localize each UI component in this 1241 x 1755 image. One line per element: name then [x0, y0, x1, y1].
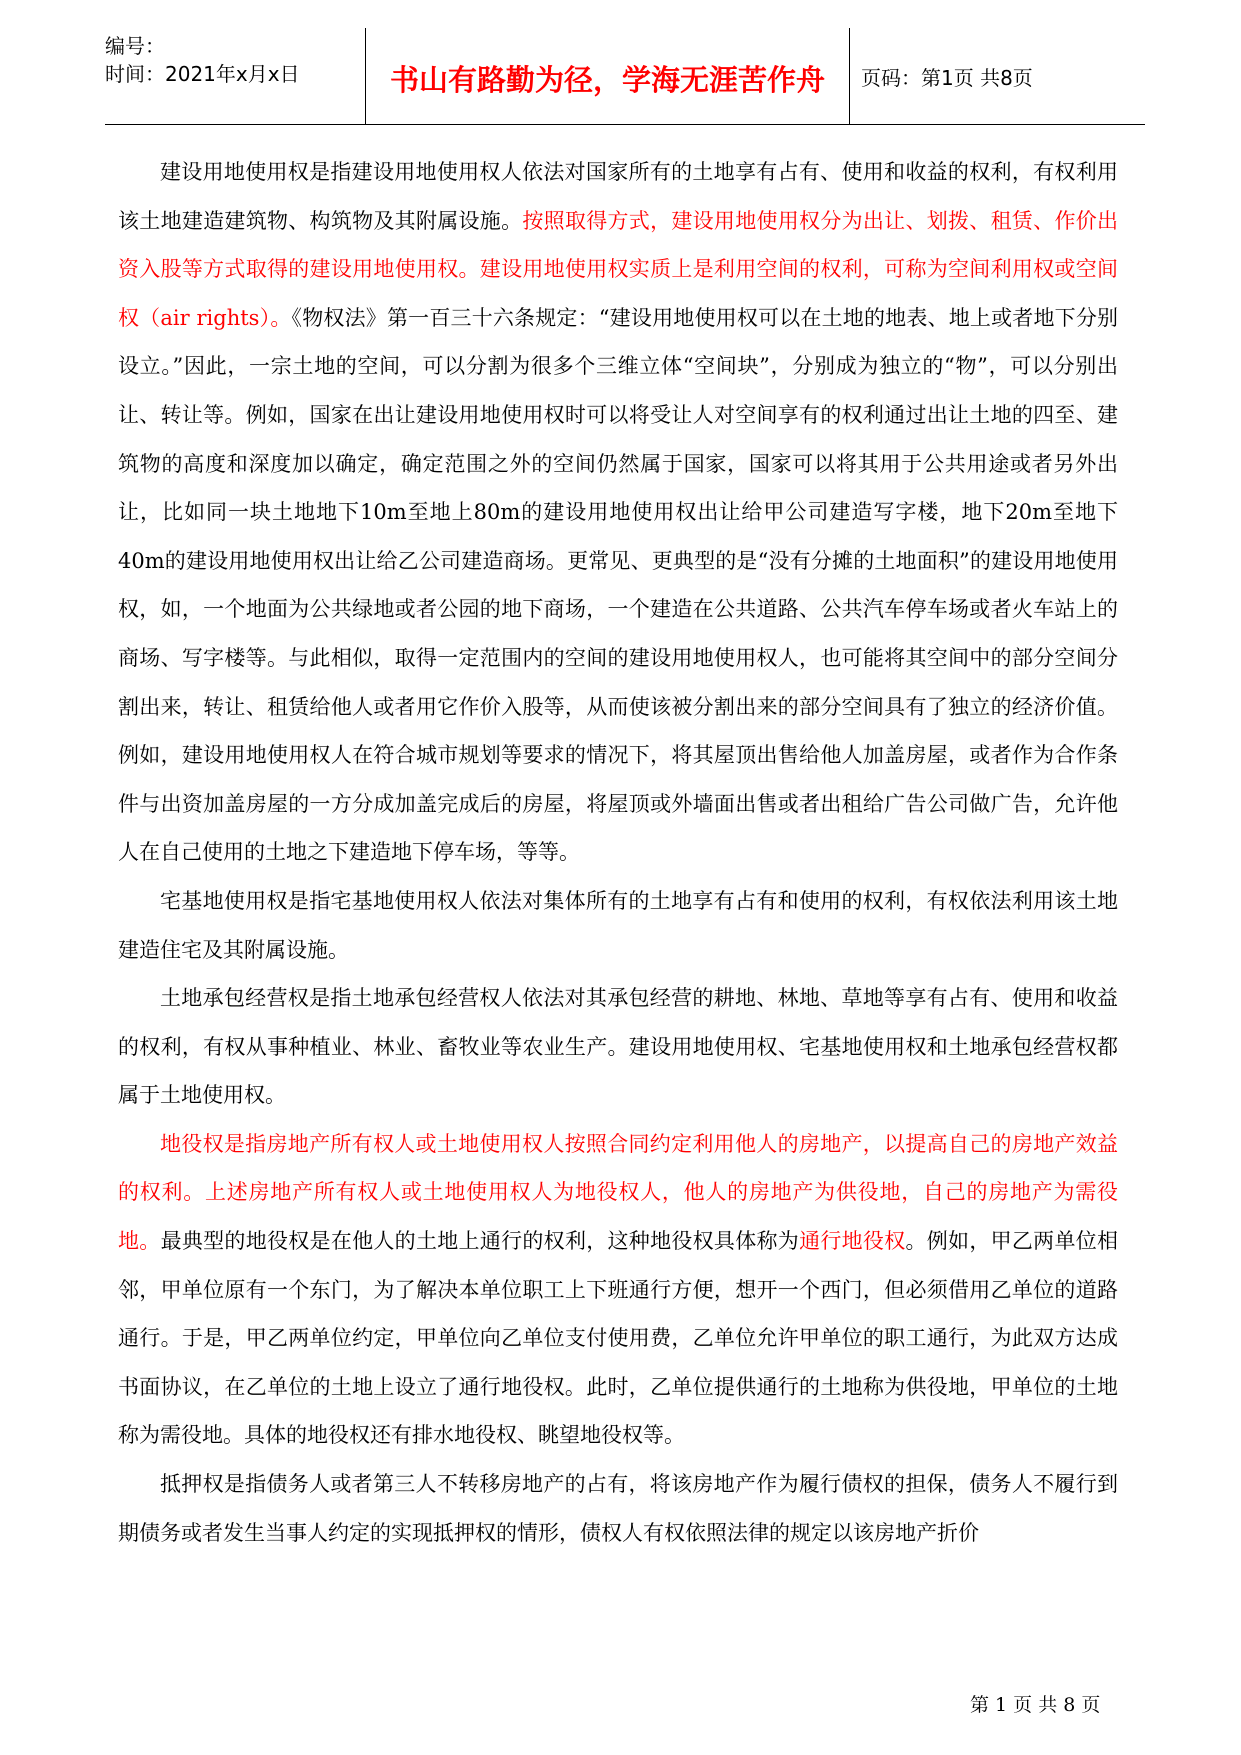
- paragraph-segment: 土地承包经营权是指土地承包经营权人依法对其承包经营的耕地、林地、草地等享有占有、使用和收益的权利，有权从事种植业、林业、畜牧业等农业生产。建设用地使用权、宅基地使用权和土地承包经营权都属于土地使用权。: [118, 986, 1118, 1108]
- document-number-label: 编号：: [105, 34, 165, 58]
- paragraph-easement: [118, 1120, 1118, 1460]
- page-header: [105, 28, 1145, 125]
- paragraph-segment: 建设用地使用权是指建设用地使用权人依法对国家所有的土地享有占有、使用和收益的权利，有权利用该土地建造建筑物、构筑物及其附属设施。: [118, 160, 1118, 233]
- header-motto: 书山有路勤为径，学海无涯苦作舟: [389, 63, 825, 97]
- paragraph-segment: 宅基地使用权是指宅基地使用权人依法对集体所有的土地享有占有和使用的权利，有权依法利用该土地建造住宅及其附属设施。: [118, 888, 1118, 962]
- paragraph-mortgage: [118, 1460, 1118, 1557]
- paragraph-homestead: [118, 877, 1118, 974]
- document-body: [118, 148, 1118, 1557]
- paragraph-construction-land: [118, 148, 1118, 877]
- highlighted-segment: 按照取得方式，建设用地使用权分为出让、划拨、租赁、作价出资入股等方式取得的建设用地使用权。建设用地使用权实质上是利用空间的权利，可称为空间利用权或空间权（air rights）。: [118, 208, 1119, 330]
- paragraph-segment: 《物权法》第一百三十六条规定：“建设用地使用权可以在土地的地表、地上或者地下分别设立。”因此，一宗土地的空间，可以分割为很多个三维立体“空间块”，分别成为独立的“物”，可以分别出让、转让等。例如，国家在出让建设用地使用权时可以将受让人对空间享有的权利通过出让土地的四至、建筑物的高度和深度加以确定，确定范围之外的空间仍然属于国家，国家可以将其用于公共用途或者另外出让，比如同一块土地地下10m至地上80m的建设用地使用权出让给甲公司建造写字楼，地下20m至地下40m的建设用地使用权出让给乙公司建造商场。更常见、更典型的是“没有分摊的土地面积”的建设用地使用权，如，一个地面为公共绿地或者公园的地下商场，一个建造在公共道路、公共汽车停车场或者火车站上的商场、写字楼等。与此相似，取得一定范围内的空间的建设用地使用权人，也可能将其空间中的部分空间分割出来，转让、租赁给他人或者用它作价入股等，从而使该被分割出来的部分空间具有了独立的经济价值。例如，建设用地使用权人在符合城市规划等要求的情况下，将其屋顶出售给他人加盖房屋，或者作为合作条件与出资加盖房屋的一方分成加盖完成后的房屋，将屋顶或外墙面出售或者出租给广告公司做广告，允许他人在自己使用的土地之下建造地下停车场，等等。: [118, 305, 1119, 865]
- header-page-info: 页码：第1页 共8页: [861, 66, 1033, 90]
- header-page-cell: [849, 28, 1145, 124]
- page-footer: 第 1 页 共 8 页: [970, 1694, 1101, 1716]
- document-date-label: 时间：2021年x月x日: [105, 62, 300, 86]
- highlighted-segment: 通行地役权: [799, 1229, 906, 1254]
- highlighted-segment: 地役权是指房地产所有权人或土地使用权人按照合同约定利用他人的房地产，以提高自己的房地产效益的权利。上述房地产所有权人或土地使用权人为地役权人，他人的房地产为供役地，自己的房地产为需役地。: [118, 1131, 1118, 1254]
- paragraph-segment: 抵押权是指债务人或者第三人不转移房地产的占有，将该房地产作为履行债权的担保，债务人不履行到期债务或者发生当事人约定的实现抵押权的情形，债权人有权依照法律的规定以该房地产折价: [118, 1472, 1118, 1545]
- paragraph-segment: 。例如，甲乙两单位相邻，甲单位原有一个东门，为了解决本单位职工上下班通行方便，想开一个西门，但必须借用乙单位的道路通行。于是，甲乙两单位约定，甲单位向乙单位支付使用费，乙单位允许甲单位的职工通行，为此双方达成书面协议，在乙单位的土地上设立了通行地役权。此时，乙单位提供通行的土地称为供役地，甲单位的土地称为需役地。具体的地役权还有排水地役权、眺望地役权等。: [118, 1229, 1119, 1448]
- header-motto-cell: [365, 28, 850, 124]
- header-meta: [105, 28, 365, 124]
- paragraph-land-contract: [118, 974, 1118, 1120]
- paragraph-segment: 最典型的地役权是在他人的土地上通行的权利，这种地役权具体称为: [160, 1229, 800, 1254]
